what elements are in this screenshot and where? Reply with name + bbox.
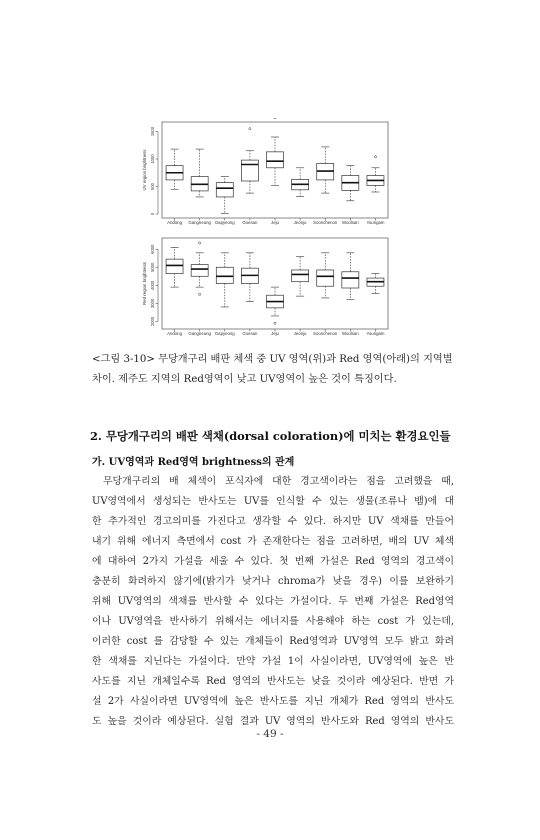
x-tick-label: Jeju [271,220,279,225]
x-tick-label: Gapyeong [214,331,235,336]
box-Gapyeong [216,183,233,197]
box-Jeju [267,152,284,168]
box-Soonchenon [317,270,334,286]
box-Woolsan [342,272,359,288]
body-paragraph [92,472,454,732]
x-tick-label: Gangneung [188,220,211,225]
x-tick-label: Soonchenon [313,220,338,225]
body-line: 한 추가적인 경고의미를 가진다고 생각할 수 있다. 하지만 UV 색채를 만들어 [92,516,454,527]
section-title: 2. 무당개구리의 배판 색채(dorsal coloration)에 미치는 환경요인들 [90,429,451,443]
y-tick-label: 1500 [150,126,155,137]
body-line: UV영역에서 생성되는 반사도는 UV를 인식할 수 있는 생물(조류나 뱀)에 대 [92,496,454,507]
x-tick-label: Jeju [271,331,279,336]
box-Jeonju [292,270,309,282]
y-axis-label: Red region brightness [142,262,147,305]
y-tick-label: 2000 [150,316,155,327]
box-Goesan [241,160,258,181]
body-line: 설 2가 사실이라면 UV영역에 높은 반사도를 지닌 개체가 Red 영역의 반사도 [92,696,454,707]
x-tick-label: Woolsan [342,331,359,336]
body-line: 위해 UV영역의 색채를 반사할 수 있다는 가설이다. 두 번째 가설은 Red영역 [92,596,454,607]
x-tick-label: Andong [167,331,182,336]
page-number: - 49 - [256,728,284,740]
y-tick-label: 500 [150,183,155,190]
box-Gapyeong [216,267,233,283]
figure-caption: <그림 3-10> 무당개구리 배판 체색 중 UV 영역(위)과 Red 영역(아래)의 지역별 차이. 제주도 지역의 Red영역이 낮고 UV영역이 높은 것이 특징이다. [92,354,453,385]
outlier-point [199,242,201,244]
body-line: 내기 위해 에너지 측면에서 cost 가 존재한다는 점을 고려하면, 배의 UV 체색 [92,536,454,547]
y-axis-label: UV region brightness [142,149,147,191]
y-tick-label: 5000 [150,262,155,272]
plot-frame [162,122,388,218]
body-line: 에 대하여 2가지 가설을 세울 수 있다. 첫 번째 가설은 Red 영역의 경고색이 [92,556,454,567]
subsection-title: 가. UV영역과 Red영역 brightness의 관계 [92,457,295,468]
outlier-point [374,156,376,158]
x-tick-label: Gapyeong [214,220,235,225]
y-tick-label: 6000 [150,244,155,254]
x-tick-label: Goesan [242,331,258,336]
box-Andong [166,259,183,273]
body-line: 사도를 지닌 개체일수록 Red 영역의 반사도는 낮을 것이라 예상된다. 반면 가 [92,676,454,687]
x-tick-label: Andong [167,220,182,225]
body-line: 충분히 화려하지 않기에(밝기가 낮거나 chroma가 낮을 경우) 이를 보완하기 [92,576,454,587]
x-tick-label: Youngam [366,220,385,225]
y-tick-label: 4000 [150,280,155,290]
x-tick-label: Jeonju [293,331,307,336]
body-line: 이나 UV영역을 반사하기 위해서는 에너지를 사용해야 하는 cost 가 있는데, [92,616,454,627]
boxplot-figure [138,118,394,340]
body-line: 무당개구리의 배 체색이 포식자에 대한 경고색이라는 점을 고려했을 때, [103,476,454,487]
x-tick-label: Soonchenon [313,331,338,336]
x-tick-label: Youngam [366,331,385,336]
box-Gangneung [191,265,208,277]
body-line: 도 높을 것이라 예상된다. 실험 결과 UV 영역의 반사도와 Red 영역의 반사도 [92,716,454,727]
y-tick-label: 0 [150,212,155,216]
body-line: 이러한 cost 를 감당할 수 있는 개체들이 Red영역과 UV영역 모두 밝고 화려 [92,636,454,647]
x-tick-label: Jeonju [293,220,307,225]
x-tick-label: Gangneung [188,331,211,336]
outlier-point [274,322,276,324]
y-tick-label: 3000 [150,298,155,309]
outlier-point [199,293,201,295]
outlier-point [274,118,276,119]
body-line: 한 색채를 지닌다는 가설이다. 만약 가설 1이 사실이라면, UV영역에 높은 반 [92,656,454,667]
y-tick-label: 1000 [150,154,155,164]
boxplot-figure-svg [138,118,394,340]
outlier-point [249,128,251,130]
x-tick-label: Woolsan [342,220,359,225]
x-tick-label: Goesan [242,220,258,225]
